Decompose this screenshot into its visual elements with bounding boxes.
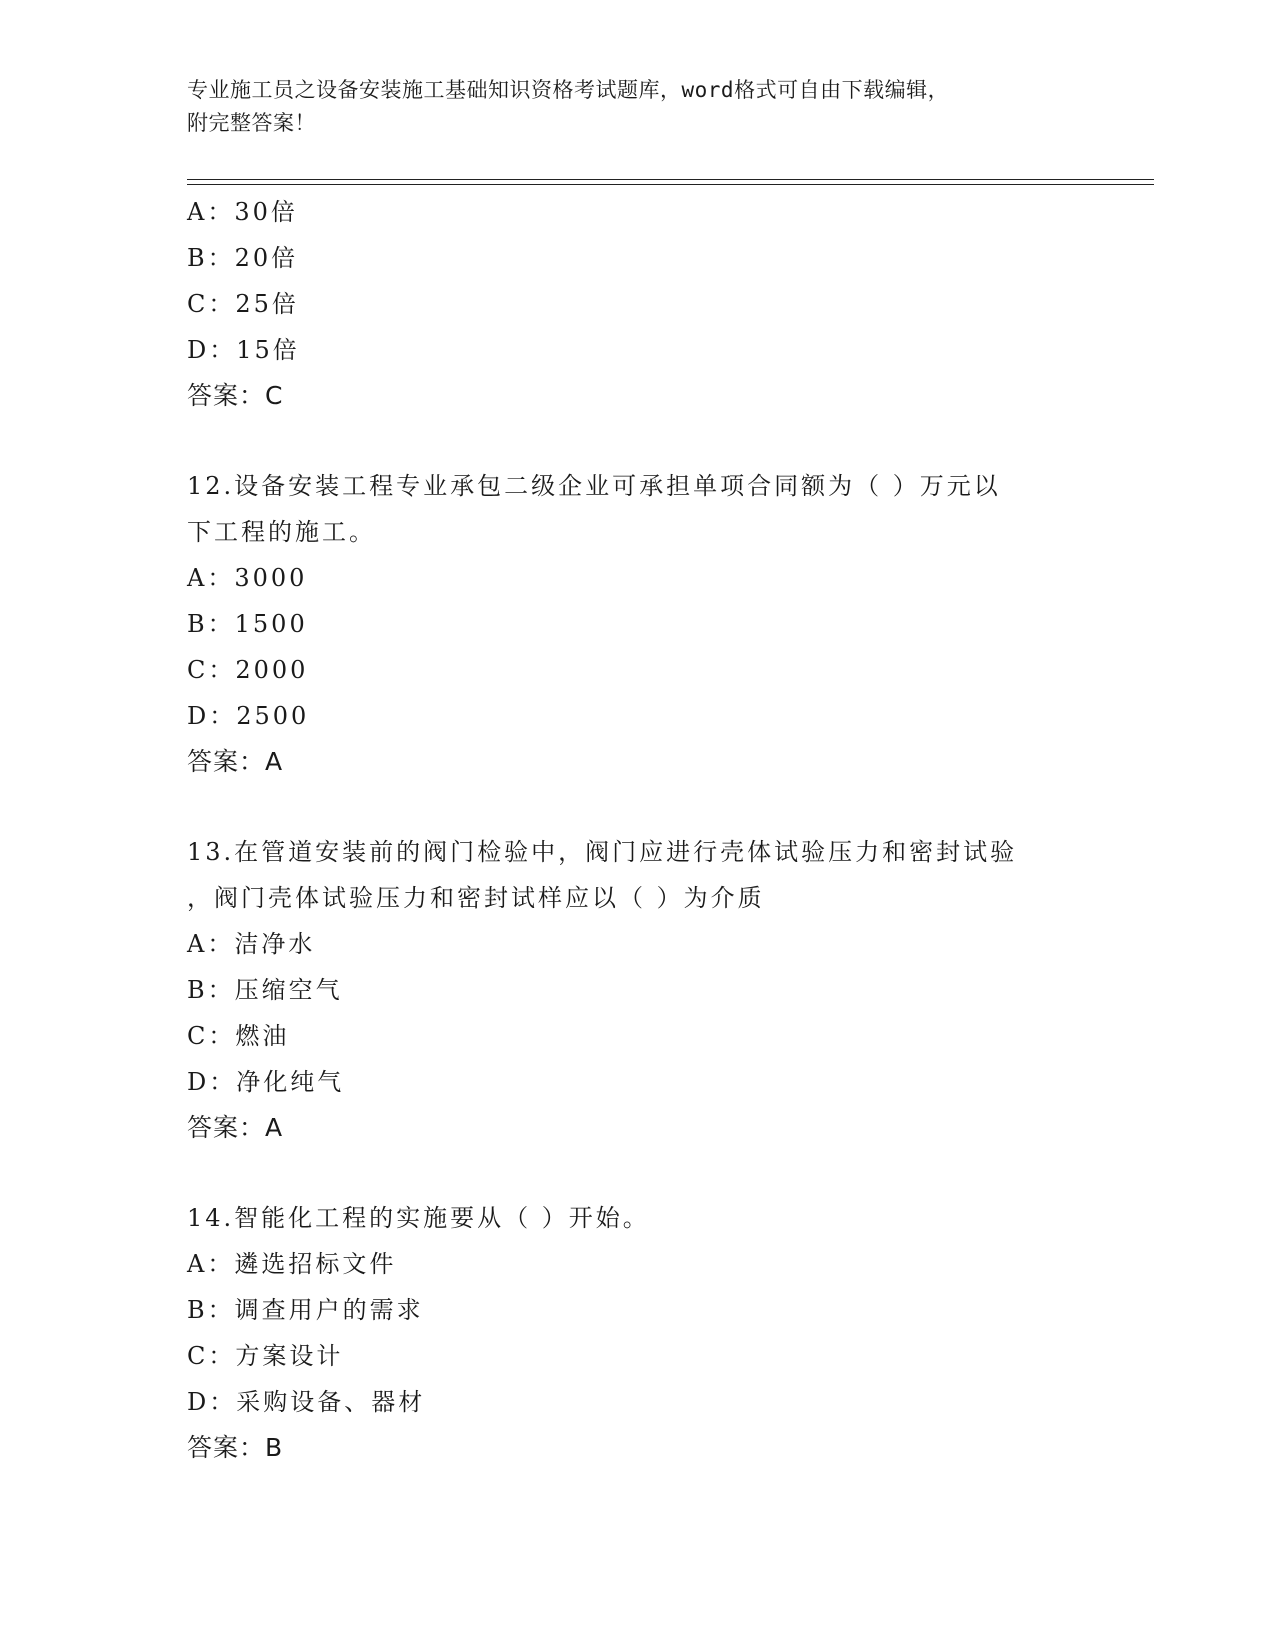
option-c: C：燃油: [187, 1022, 290, 1050]
option-b: B：20倍: [187, 244, 299, 272]
option-c: C：2000: [187, 656, 309, 684]
option-b: B：压缩空气: [187, 976, 343, 1004]
question-stem-line-1: 13.在管道安装前的阀门检验中，阀门应进行壳体试验压力和密封试验: [187, 838, 1018, 866]
question-14: [187, 1195, 1087, 1471]
question-stem-line-1: 12.设备安装工程专业承包二级企业可承担单项合同额为（ ）万元以: [187, 472, 1001, 500]
answer-line: 答案：A: [187, 747, 284, 776]
header-divider-top: [187, 179, 1154, 180]
option-a: A：洁净水: [187, 930, 316, 958]
spacer: [187, 419, 1087, 463]
option-d: D：2500: [187, 702, 310, 730]
option-d: D：采购设备、器材: [187, 1388, 426, 1416]
option-c: C：方案设计: [187, 1342, 344, 1370]
option-a: A：遴选招标文件: [187, 1250, 397, 1278]
option-a: A：30倍: [187, 198, 298, 226]
spacer: [187, 785, 1087, 829]
question-12: [187, 463, 1087, 785]
question-13: [187, 829, 1087, 1151]
header-line-2: 附完整答案！: [187, 111, 316, 135]
question-stem-line-1: 14.智能化工程的实施要从（ ）开始。: [187, 1204, 650, 1232]
question-stem-line-2: ，阀门壳体试验压力和密封试样应以（ ）为介质: [187, 884, 765, 912]
option-b: B：1500: [187, 610, 308, 638]
question-stem-line-2: 下工程的施工。: [187, 518, 376, 546]
question-list: [187, 189, 1087, 1471]
question-11: [187, 189, 1087, 419]
answer-line: 答案：C: [187, 381, 284, 410]
option-c: C：25倍: [187, 290, 299, 318]
spacer: [187, 1151, 1087, 1195]
header-line-1: 专业施工员之设备安装施工基础知识资格考试题库，word格式可自由下载编辑，: [187, 78, 950, 102]
option-b: B：调查用户的需求: [187, 1296, 424, 1324]
option-d: D：15倍: [187, 336, 300, 364]
answer-line: 答案：B: [187, 1433, 284, 1462]
option-a: A：3000: [187, 564, 308, 592]
document-header: [187, 74, 1087, 140]
option-d: D：净化纯气: [187, 1068, 345, 1096]
header-divider-bottom: [187, 184, 1154, 185]
answer-line: 答案：A: [187, 1113, 284, 1142]
